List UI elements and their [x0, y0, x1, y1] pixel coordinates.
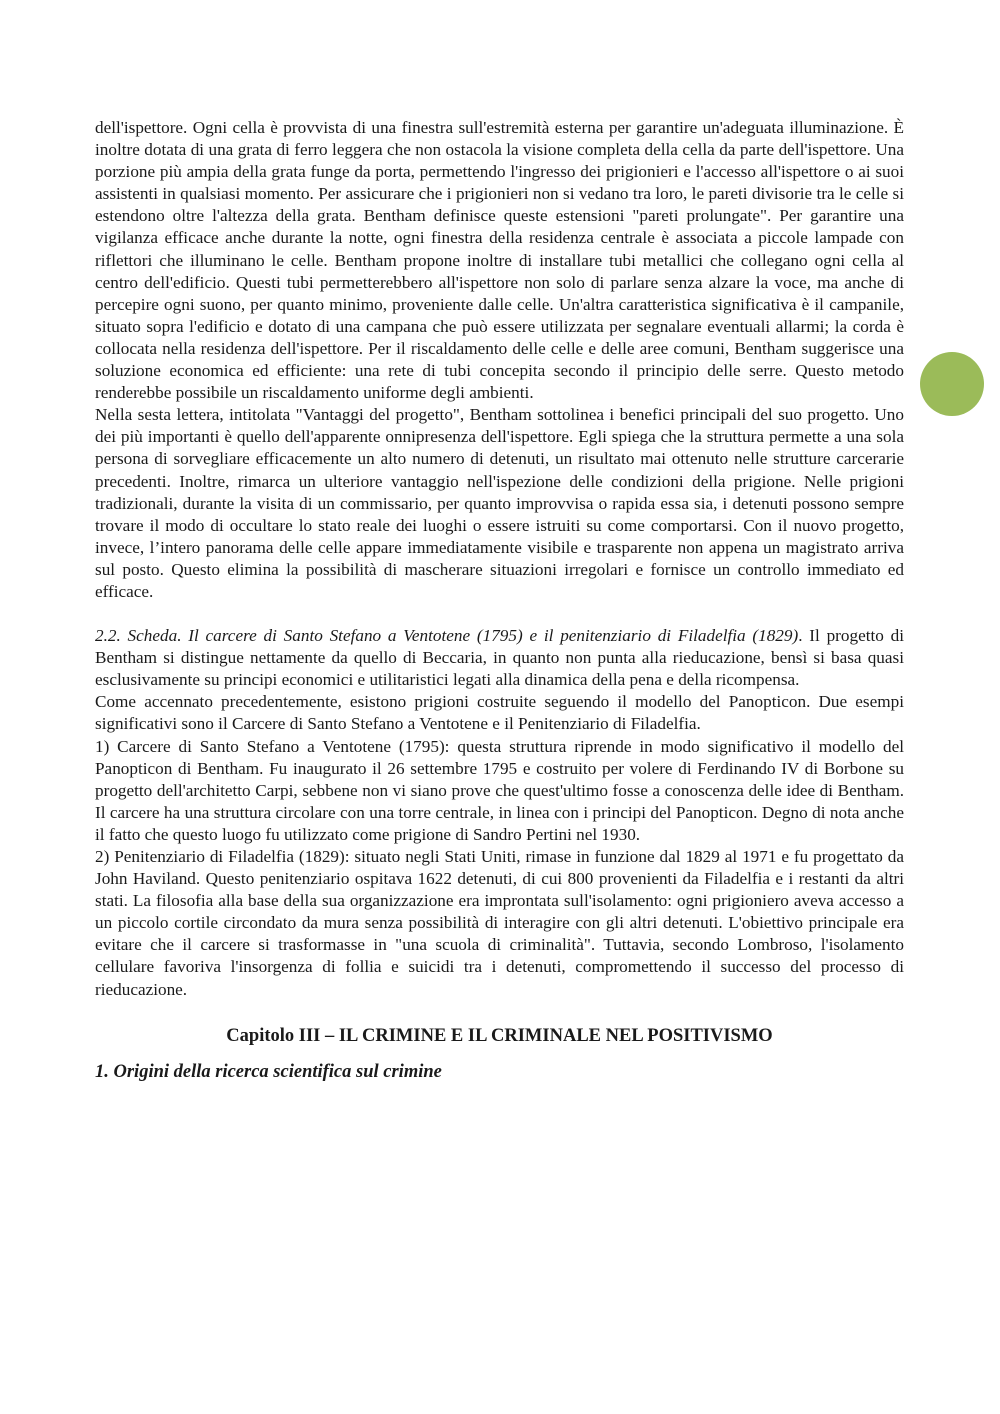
paragraph-gap [95, 603, 904, 625]
paragraph-filadelfia: 2) Penitenziario di Filadelfia (1829): situato negli Stati Uniti, rimase in funzione dal 1829 al 1971 e fu progettato da John Haviland. Questo penitenziario ospitava 1622 detenuti, di cui 800 provenienti da Filadelfia e i restanti da altri stati. La filosofia alla base della sua organizzazione era improntata sull'isolamento: ogni prigioniero aveva accesso a un piccolo cortile circondato da mura senza possibilità di interagire con gli altri detenuti. L'obiettivo principale era evitare che il carcere si trasformasse in "una scuola di criminalità". Tuttavia, secondo Lombroso, l'isolamento cellulare favoriva l'insorgenza di follia e suicidi tra i detenuti, compromettendo il successo del processo di rieducazione. [95, 847, 904, 999]
scheda-title: 2.2. Scheda. Il carcere di Santo Stefano a Ventotene (1795) e il penitenziario di Filadelfia (1829) [95, 626, 799, 646]
paragraph-sixth-letter: Nella sesta lettera, intitolata "Vantaggi del progetto", Bentham sottolinea i benefici principali del suo progetto. Uno dei più importanti è quello dell'apparente onnipresenza dell'ispettore. Egli spiega che la struttura permette a una sola persona di sorvegliare efficacemente un alto numero di detenuti, un risultato mai ottenuto nelle strutture carcerarie precedenti. Inoltre, rimarca un ulteriore vantaggio nell'ispezione delle condizioni della prigione. Nelle prigioni tradizionali, durante la visita di un commissario, per quanto improvvisa o rapida essa sia, i detenuti possono sempre trovare il modo di occultare lo stato reale dei luoghi o essere istruiti su come comportarsi. Con il nuovo progetto, invece, l’intero panorama delle celle appare immediatamente visibile e trasparente non appena un magistrato arriva sul posto. Questo elimina la possibilità di mascherare situazioni irregolari e fornisce un controllo immediato ed efficace. [95, 405, 904, 601]
section-title: 1. Origini della ricerca scientifica sul crimine [95, 1061, 442, 1082]
paragraph-panopticon-examples: Come accennato precedentemente, esistono prigioni costruite seguendo il modello del Panopticon. Due esempi significativi sono il Carcere di Santo Stefano a Ventotene e il Penitenziario di Filadelfia. [95, 692, 904, 734]
decorative-green-dot [920, 352, 984, 416]
paragraph-scheda [95, 625, 904, 691]
paragraph-cell-description: dell'ispettore. Ogni cella è provvista di una finestra sull'estremità esterna per garantire un'adeguata illuminazione. È inoltre dotata di una grata di ferro leggera che non ostacola la visione completa della cella da parte dell'ispettore. Una porzione più ampia della grata funge da porta, permettendo l'ingresso dei prigionieri e l'accesso all'ispettore o ai suoi assistenti in qualsiasi momento. Per assicurare che i prigionieri non si vedano tra loro, le pareti divisorie tra le celle si estendono oltre l'altezza della grata. Bentham definisce queste estensioni "pareti prolungate". Per garantire una vigilanza efficace anche durante la notte, ogni finestra della residenza centrale è associata a piccole lampade con riflettori che illuminano le celle. Bentham propone inoltre di installare tubi metallici che collegano ogni cella al centro dell'edificio. Questi tubi permetterebbero all'ispettore non solo di parlare senza alzare la voce, ma anche di percepire ogni suono, per quanto minimo, proveniente dalle celle. Un'altra caratteristica significativa è il campanile, situato sopra l'edificio e dotato di una campana che può essere utilizzata per segnalare eventuali allarmi; la corda è collocata nella residenza dell'ispettore. Per il riscaldamento delle celle e delle aree comuni, Bentham suggerisce una soluzione economica ed efficiente: una rete di tubi concepita secondo il principio delle serre. Questo metodo renderebbe possibile un riscaldamento uniforme degli ambienti. [95, 118, 904, 403]
chapter-title: Capitolo III – IL CRIMINE E IL CRIMINALE NEL POSITIVISMO [226, 1025, 773, 1046]
page-body [95, 117, 904, 1084]
paragraph-santo-stefano: 1) Carcere di Santo Stefano a Ventotene (1795): questa struttura riprende in modo significativo il modello del Panopticon di Bentham. Fu inaugurato il 26 settembre 1795 e costruito per volere di Ferdinando IV di Borbone su progetto dell'architetto Carpi, sebbene non vi siano prove che quest'ultimo fosse a conoscenza delle idee di Bentham. Il carcere ha una struttura circolare con una torre centrale, in linea con i principi del Panopticon. Degno di nota anche il fatto che questo luogo fu utilizzato come prigione di Sandro Pertini nel 1930. [95, 736, 904, 844]
scheda-text: . Il progetto di Bentham si distingue nettamente da quello di Beccaria, in quanto non punta alla rieducazione, bensì si basa quasi esclusivamente su principi economici e utilitaristici legati alla dinamica della pena e della ricompensa. [95, 626, 904, 690]
